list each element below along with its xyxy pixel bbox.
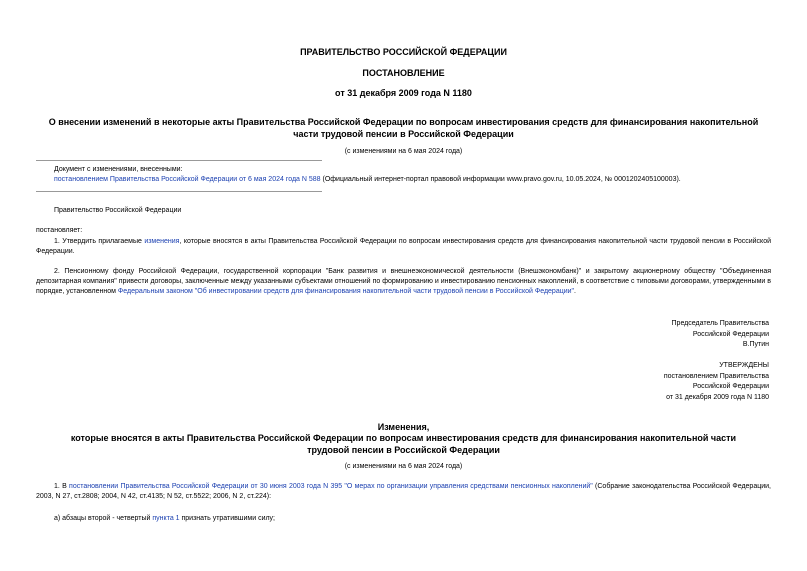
document-type: ПОСТАНОВЛЕНИЕ: [362, 68, 445, 78]
divider-top: [36, 160, 322, 161]
decree-word: постановляет:: [36, 227, 83, 234]
document-title: О внесении изменений в некоторые акты Правительства Российской Федерации по вопросам инвестирования средств для финансирования накопительной части трудовой пенсии в Российской Федерации: [48, 117, 759, 139]
point-1-link[interactable]: пункта 1: [152, 515, 180, 522]
divider-bottom: [36, 191, 322, 192]
paragraph-1-text: 1. Утвердить прилагаемые: [54, 238, 145, 245]
annex-item-1-text: 1. В: [54, 483, 70, 490]
revision-note: (с изменениями на 6 мая 2024 года): [344, 148, 463, 155]
paragraph-2-text: 2. Пенсионному фонду Российской Федерации, государственной корпорации "Банк развития и внешнеэкономической деятельности (Внешэкономбанк)" и закрытому акционерному обществу "Объединенная депозитарная компания" привести договоры, заключенные между указанными субъектами отношений по формированию и инвестированию пенсионных накоплений, в соответствие с типовыми договорами, утвержденными в порядке, установленном: [36, 268, 771, 295]
government-heading: ПРАВИТЕЛЬСТВО РОССИЙСКОЙ ФЕДЕРАЦИИ: [300, 47, 507, 57]
federal-law-link[interactable]: Федеральным законом "Об инвестировании средств для финансирования накопительной части трудовой пенсии в Российской Федерации": [117, 288, 575, 295]
signature-block: [672, 319, 769, 351]
signature-title: Председатель Правительства: [671, 320, 769, 327]
approved-label: УТВЕРЖДЕНЫ: [719, 362, 769, 369]
decree-395-link[interactable]: постановлении Правительства Российской Федерации от 30 июня 2003 года N 395 "О мерах по организации управления средствами пенсионных накоплений": [69, 483, 593, 490]
annex-revision-note: (с изменениями на 6 мая 2024 года): [344, 463, 463, 470]
amendment-link[interactable]: постановлением Правительства Российской Федерации от 6 мая 2024 года N 588: [54, 176, 321, 183]
changes-link[interactable]: изменения: [144, 238, 180, 245]
issuer: Правительство Российской Федерации: [54, 207, 182, 214]
signature-country: Российской Федерации: [692, 330, 769, 338]
signature-name: В.Путин: [742, 341, 769, 348]
annex-title-2: которые вносятся в акты Правительства Российской Федерации по вопросам инвестирования средств для финансирования накопительной части трудовой пенсии в Российской Федерации: [70, 433, 737, 455]
paragraph-1-text-end: , которые вносятся в акты Правительства Российской Федерации по вопросам инвестирования средств для финансирования накопительной части трудовой пенсии в Российской Федерации.: [36, 238, 771, 255]
approval-block: [664, 361, 769, 403]
approved-country: Российской Федерации: [692, 383, 769, 390]
annex-item-1-text-end: (Собрание законодательства Российской Федерации, 2003, N 27, ст.2808; 2004, N 42, ст.4135; N 52, ст.5522; 2006, N 2, ст.224):: [36, 483, 771, 500]
paragraph-1: [36, 237, 771, 257]
annex-title-1: Изменения,: [377, 422, 430, 432]
annex-item-a: [54, 514, 275, 524]
approved-by: постановлением Правительства: [663, 372, 769, 380]
paragraph-2: [36, 267, 771, 297]
annex-item-a-text: а) абзацы второй - четвертый: [54, 515, 153, 522]
amendment-source: (Официальный интернет-портал правовой информации www.pravo.gov.ru, 10.05.2024, № 0001202405100003).: [320, 176, 681, 183]
annex-item-1: [36, 482, 771, 502]
paragraph-2-text-end: .: [574, 288, 576, 295]
document-date: от 31 декабря 2009 года N 1180: [335, 88, 472, 98]
changes-intro: Документ с изменениями, внесенными:: [54, 166, 183, 173]
annex-item-a-text-end: признать утратившими силу;: [179, 515, 276, 522]
approved-date: от 31 декабря 2009 года N 1180: [666, 393, 769, 401]
changes-line: [54, 175, 774, 185]
